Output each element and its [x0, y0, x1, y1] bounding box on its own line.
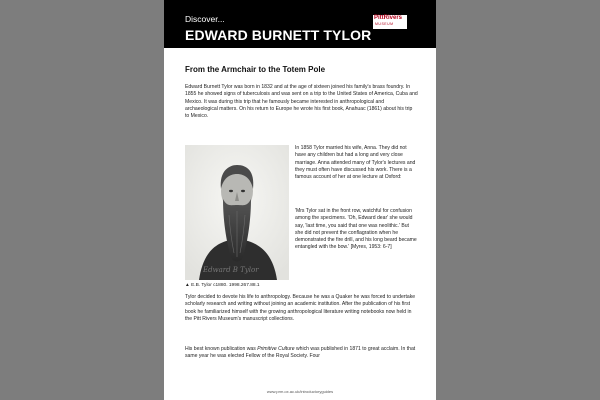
footer-url[interactable]: www.prm.ox.ac.uk/introductoryguides	[266, 389, 334, 394]
document-page	[164, 0, 436, 400]
header-kicker: Discover...	[185, 14, 225, 24]
paragraph-publication	[185, 346, 418, 361]
p4-text-before: His best known publication was	[185, 346, 258, 352]
section-heading: From the Armchair to the Totem Pole	[185, 65, 326, 74]
logo-name: PittRivers	[374, 15, 403, 21]
portrait-photo	[185, 145, 289, 280]
logo-subname: MUSEUM	[375, 22, 394, 26]
book-title: Primitive Culture	[257, 346, 295, 352]
portrait-illustration	[185, 145, 289, 280]
page-title: EDWARD BURNETT TYLOR	[185, 27, 372, 43]
signature: Edward B Tylor	[203, 266, 259, 274]
museum-logo	[373, 15, 407, 29]
quote-block: 'Mrs Tylor sat in the front row, watchful for confusion among the specimens. 'Oh, Edward dear' she would say, 'last time, you said that one was neolithic.' But she did not prevent the conflagration when he demonstrated the fire drill, and his long beard became entangled with the bow.' [Myres, 1953: 6-7]	[295, 208, 417, 251]
paragraph-intro: Edward Burnett Tylor was born in 1832 and at the age of sixteen joined his family's brass foundry. In 1855 he showed signs of tuberculosis and was sent on a trip to the United States of America, Cuba and Mexico. It was during this trip that he famously became interested in anthropological and archaeological matters. On his return to Europe he wrote his first book, Anahuac (1861) about his trip to Mexico.	[185, 84, 418, 120]
paragraph-marriage: In 1858 Tylor married his wife, Anna. They did not have any children but had a long and very close marriage. Anna attended many of Tylor's lectures and they must often have discussed his work. There is a famous account of her at one lecture at Oxford:	[295, 145, 416, 181]
p4-text-after: which was published in 1871 to great acclaim. In that same year he was elected Fellow of the Royal Society. Four	[185, 346, 416, 360]
paragraph-career: Tylor decided to devote his life to anthropology. Because he was a Quaker he was forced to undertake scholarly research and writing without joining an academic institution. After the publication of his first book he familiarized himself with the growing anthropological literature writing notebooks now held in the Pitt Rivers Museum's manuscript collections.	[185, 294, 416, 322]
header-banner	[164, 0, 436, 48]
photo-caption: ▲ E.B. Tylor c1880. 1998.267.88.1	[185, 283, 260, 288]
